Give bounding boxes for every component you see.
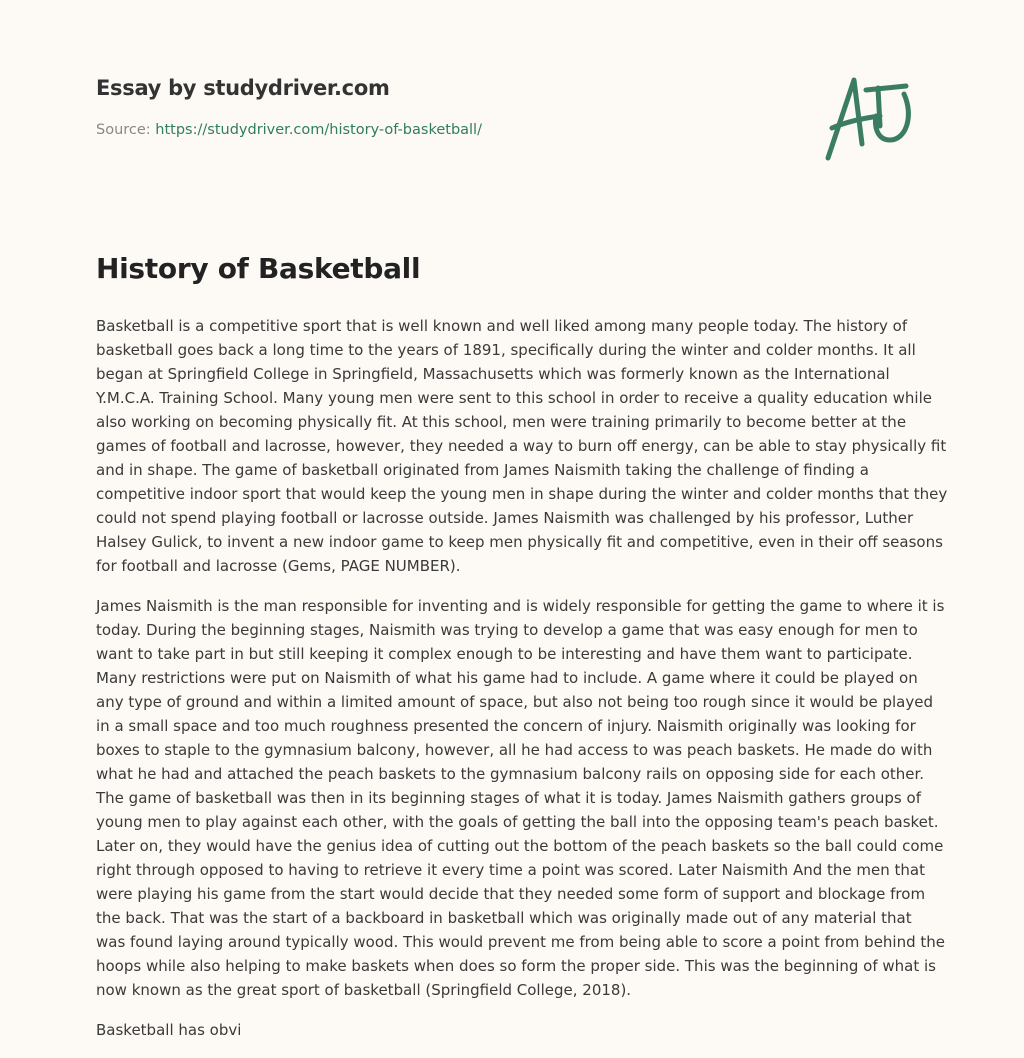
essay-paragraph [96,314,948,578]
paragraph-line: and in shape. The game of basketball originated from James Naismith taking the challenge of finding a [96,461,869,479]
paragraph-line: what he had and attached the peach baskets to the gymnasium balcony rails on opposing side for each other. [96,765,925,783]
paragraph-line: today. During the beginning stages, Naismith was trying to develop a game that was easy enough for men to [96,621,918,639]
essay-paragraph [96,1018,936,1042]
source-line [96,122,482,138]
paragraph-line: now known as the great sport of basketball (Springfield College, 2018). [96,981,632,999]
paragraph-line: any type of ground and within a limited amount of space, but also not being too rough since it would be played [96,693,933,711]
essay-title: History of Basketball [96,252,421,285]
paragraph-line: Basketball is a competitive sport that is well known and well liked among many people today. The history of [96,317,908,335]
paragraph-line: also working on becoming physically fit. At this school, men were training primarily to become better at the [96,413,907,431]
paragraph-line: for football and lacrosse (Gems, PAGE NUMBER). [96,557,461,575]
paragraph-line: was found laying around typically wood. This would prevent me from being able to score a point from behind the [96,933,946,951]
paragraph-line: were playing his game from the start would decide that they needed some form of support and blockage from [96,885,926,903]
source-link[interactable]: https://studydriver.com/history-of-basketball/ [155,122,482,138]
essay-body [96,314,948,1058]
site-title: Essay by studydriver.com [96,76,390,100]
paragraph-line: Later on, they would have the genius idea of cutting out the bottom of the peach baskets so the ball could come [96,837,944,855]
paragraph-line: Halsey Gulick, to invent a new indoor game to keep men physically fit and competitive, even in their off seasons [96,533,943,551]
paragraph-line: right through opposed to having to retrieve it every time a point was scored. Later Naismith And the men that [96,861,925,879]
paragraph-line: James Naismith is the man responsible for inventing and is widely responsible for getting the game to where it is [96,597,945,615]
paragraph-line: began at Springfield College in Springfield, Massachusetts which was formerly known as the International [96,365,890,383]
paragraph-line: boxes to staple to the gymnasium balcony, however, all he had access to was peach baskets. He made do with [96,741,933,759]
paragraph-line: games of football and lacrosse, however, they needed a way to burn off energy, can be able to stay physically fit [96,437,947,455]
essay-paragraph [96,594,946,1002]
paragraph-line: could not spend playing football or lacrosse outside. James Naismith was challenged by his professor, Luther [96,509,914,527]
paragraph-line: competitive indoor sport that would keep the young men in shape during the winter and colder months that they [96,485,948,503]
source-label: Source: [96,122,151,138]
paragraph-line: basketball goes back a long time to the years of 1891, specifically during the winter and colder months. It all [96,341,916,359]
paragraph-line: young men to play against each other, with the goals of getting the ball into the opposing team's peach basket. [96,813,939,831]
paragraph-line: Many restrictions were put on Naismith of what his game had to include. A game where it could be played on [96,669,918,687]
paragraph-line: want to take part in but still keeping it complex enough to be interesting and have them want to participate. [96,645,913,663]
paragraph-line: The game of basketball was then in its beginning stages of what it is today. James Naismith gathers groups of [96,789,921,807]
paragraph-line: Basketball has obvi [96,1021,242,1039]
paragraph-line: the back. That was the start of a backboard in basketball which was originally made out of any material that [96,909,912,927]
paragraph-line: hoops while also helping to make baskets when does so form the proper side. This was the beginning of what is [96,957,936,975]
a-plus-logo-icon [818,66,928,166]
paragraph-line: in a small space and too much roughness presented the concern of injury. Naismith originally was looking for [96,717,916,735]
paragraph-line: Y.M.C.A. Training School. Many young men were sent to this school in order to receive a quality education while [96,389,932,407]
